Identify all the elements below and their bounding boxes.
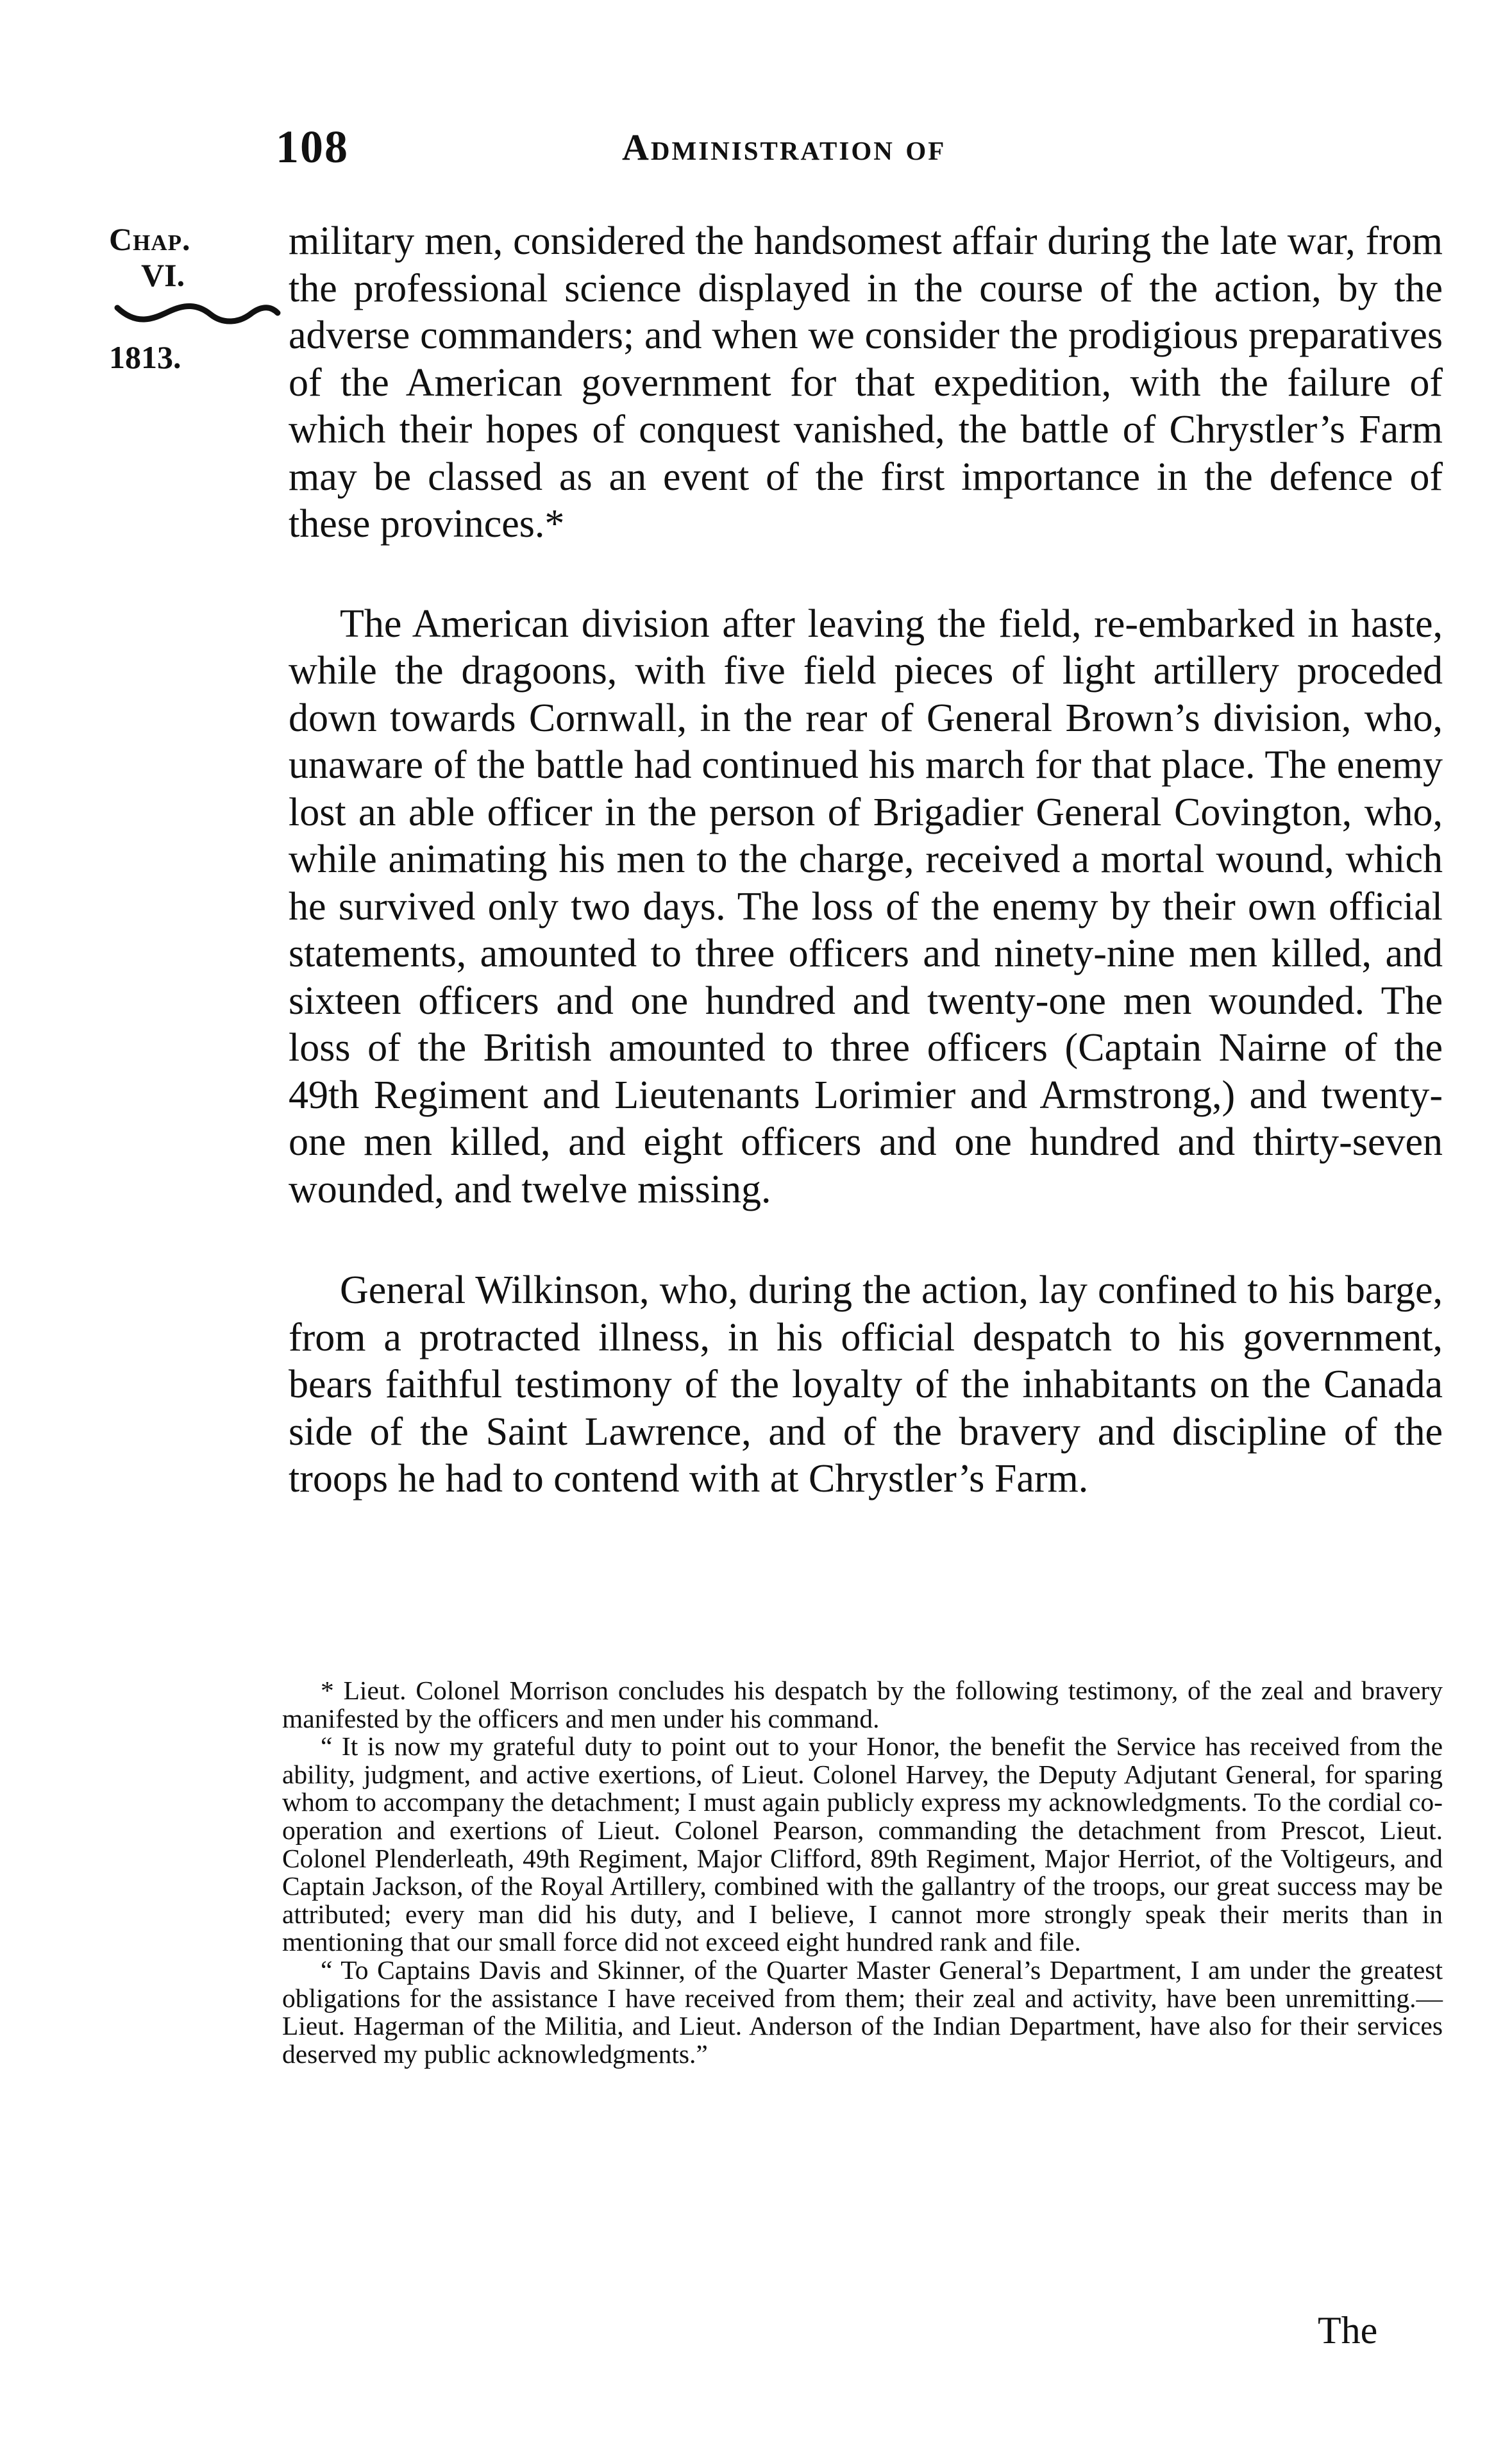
body-text [289, 218, 1443, 1503]
running-title: Administration of [622, 126, 946, 168]
swash-ornament-icon [114, 297, 301, 333]
footnote-morrison: * Lieut. Colonel Morrison concludes his despatch by the following testimony, of the zeal and bravery manifested by the officers and men under his command. [282, 1676, 1443, 1733]
paragraph-american-division: The American division after leaving the field, re-embarked in haste, while the dragoons, with five field pieces of light artillery proceded down towards Cornwall, in the rear of General Brown’s division, who, unaware of the battle had continued his march for that place. The enemy lost an able officer in the person of Brigadier General Covington, who, while animating his men to the charge, received a mortal wound, which he survived only two days. The loss of the enemy by their own official statements, amounted to three officers and ninety-nine men killed, and sixteen officers and one hundred and twenty-one men wounded. The loss of the British amounted to three officers (Captain Nairne of the 49th Regiment and Lieutenants Lorimier and Armstrong,) and twenty-one men killed, and eight officers and one hundred and thirty-seven wounded, and twelve missing. [289, 601, 1443, 1211]
footnotes [282, 1677, 1443, 2068]
footnote-quote-davis: “ To Captains Davis and Skinner, of the Quarter Master General’s Department, I am under the greatest obligations for the assistance I have received from them; their zeal and activity, have been unremitting.—Lieut. Hagerman of the Militia, and Lieut. Anderson of the Indian Department, have also for their services deserved my public acknowledgments.” [282, 1955, 1443, 2069]
margin-year: 1813. [109, 339, 181, 375]
chapter-number: VI. [141, 257, 185, 293]
paragraph-general-wilkinson: General Wilkinson, who, during the action, lay confined to his barge, from a protracted illness, in his official despatch to his government, bears faithful testimony of the loyalty of the inhabitants on the Canada side of the Saint Lawrence, and of the bravery and discipline of the troops he had to contend with at Chrystler’s Farm. [289, 1268, 1443, 1501]
catchword: The [1318, 2309, 1378, 2351]
chapter-label: Chap. [109, 221, 191, 257]
page-number: 108 [276, 121, 349, 172]
paragraph-continued: military men, considered the handsomest affair during the late war, from the professional science displayed in the course of the action, by the adverse commanders; and when we consider the prodigious preparatives of the American government for that expedition, with the failure of which their hopes of conquest vanished, the battle of Chrystler’s Farm may be classed as an event of the first importance in the defence of these provinces.* [289, 219, 1443, 546]
footnote-quote-harvey: “ It is now my grateful duty to point out to your Honor, the benefit the Service has received from the ability, judgment, and active exertions, of Lieut. Colonel Harvey, the Deputy Adjutant General, for sparing whom to accompany the detachment; I must again publicly express my acknowledgments. To the cordial co-operation and exertions of Lieut. Colonel Pearson, commanding the detachment from Prescot, Lieut. Colonel Plenderleath, 49th Regiment, Major Clifford, 89th Regiment, Major Herriot, of the Voltigeurs, and Captain Jackson, of the Royal Artillery, combined with the gallantry of the troops, our great success may be attributed; every man did his duty, and I believe, I cannot more strongly speak their merits than in mentioning that our small force did not exceed eight hundred rank and file. [282, 1731, 1443, 1957]
swash-ornament-graphic [114, 300, 281, 326]
running-head [276, 121, 1129, 172]
margin-note [109, 221, 301, 375]
